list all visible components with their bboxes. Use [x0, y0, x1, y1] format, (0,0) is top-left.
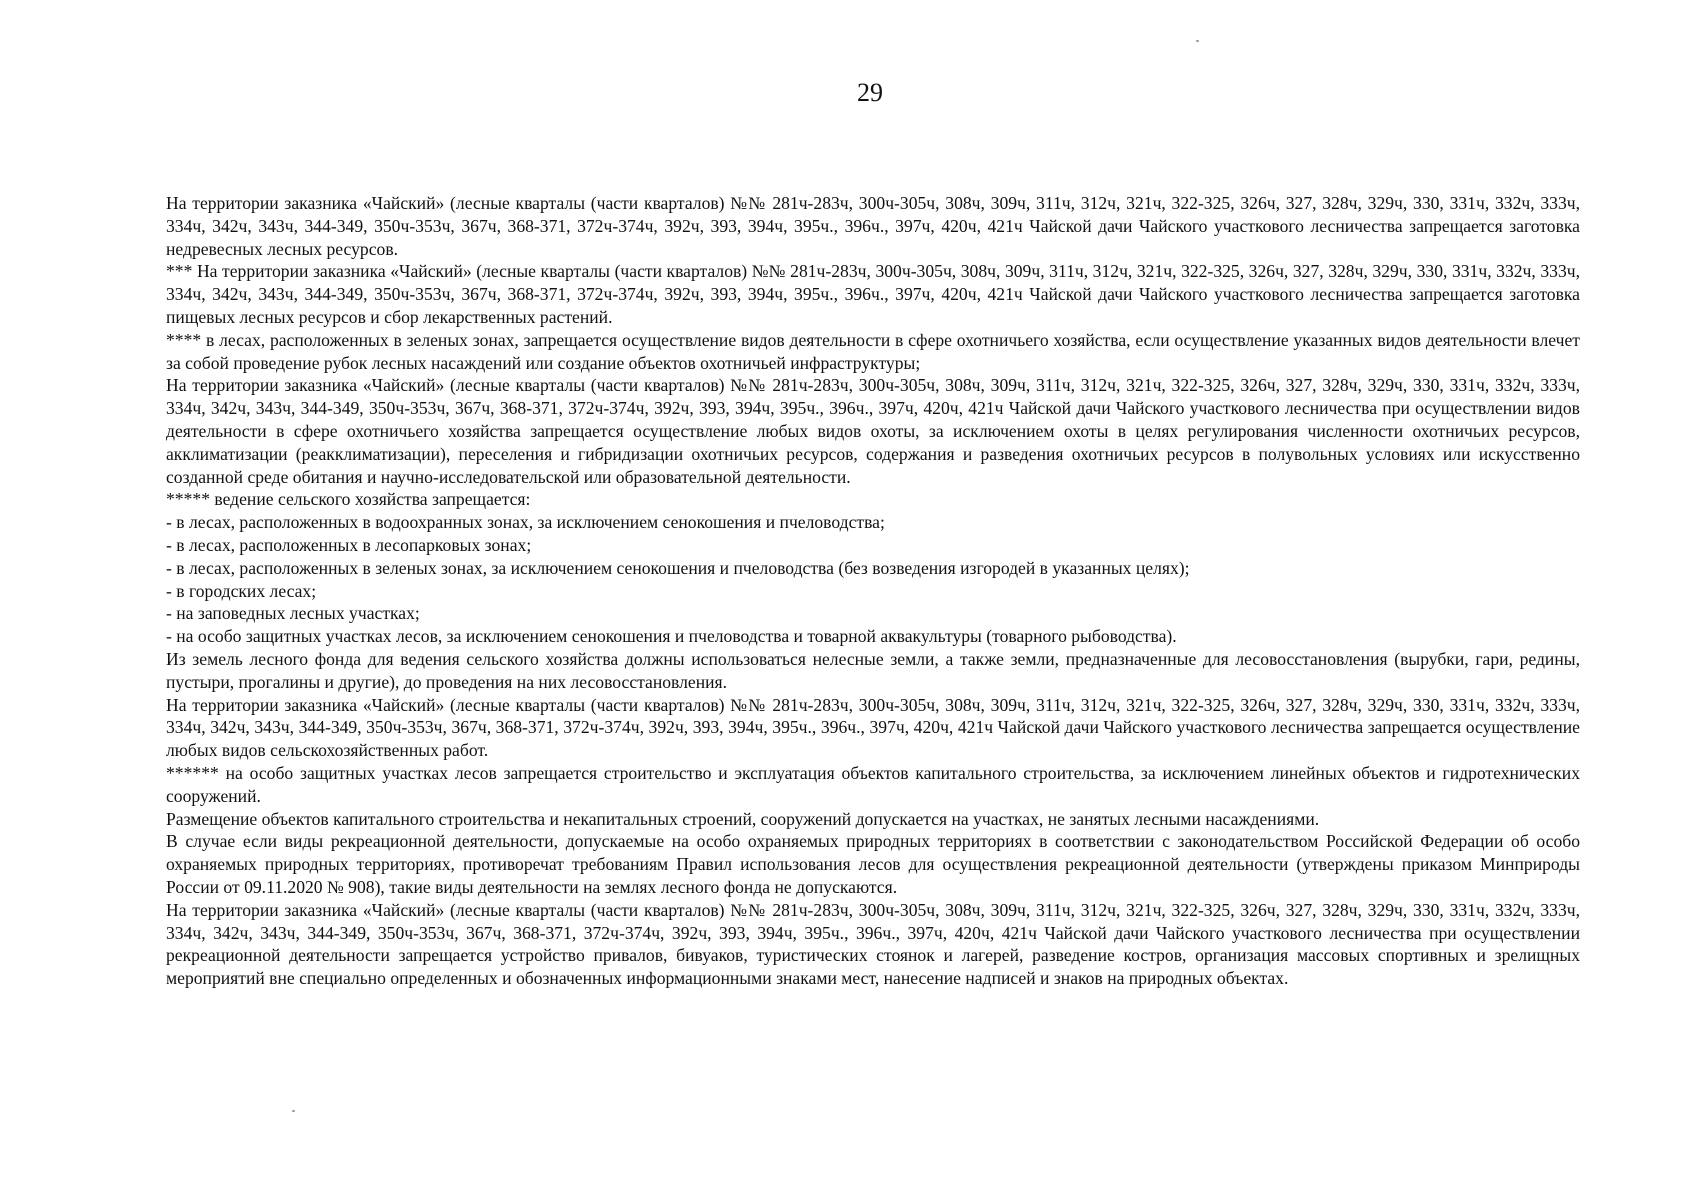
list-item: - в лесах, расположенных в зеленых зонах, за исключением сенокошения и пчеловодства (без возведения изгородей в указанных целях); — [166, 557, 1190, 578]
document-body — [166, 192, 1580, 990]
paragraph: **** в лесах, расположенных в зеленых зонах, запрещается осуществление видов деятельности в сфере охотничьего хозяйства, если осуществление указанных видов деятельности влечет за собой проведение рубок лесных насаждений или создание объектов охотничьей инфраструктуры; — [166, 329, 1580, 373]
list-item: - на заповедных лесных участках; — [166, 603, 420, 624]
paragraph: На территории заказника «Чайский» (лесные кварталы (части кварталов) №№ 281ч-283ч, 300ч-305ч, 308ч, 309ч, 311ч, 312ч, 321ч, 322-325, 326ч, 327, 328ч, 329ч, 330, 331ч, 332ч, 333ч, 334ч, 342ч, 343ч, 344-349, 350ч-353ч, 367ч, 368-371, 372ч-374ч, 392ч, 393, 394ч, 395ч., 396ч., 397ч, 420ч, 421ч Чайской дачи Чайского участкового лесничества запрещается заготовка недревесных лесных ресурсов. — [166, 193, 1580, 259]
paragraph: Размещение объектов капитального строительства и некапитальных строений, сооружений допускается на участках, не занятых лесными насаждениями. — [166, 808, 1320, 829]
list-item: - на особо защитных участках лесов, за исключением сенокошения и пчеловодства и товарной аквакультуры (товарного рыбоводства). — [166, 626, 1177, 647]
list-item: - в городских лесах; — [166, 580, 317, 601]
scan-speck — [1196, 40, 1199, 42]
paragraph: На территории заказника «Чайский» (лесные кварталы (части кварталов) №№ 281ч-283ч, 300ч-305ч, 308ч, 309ч, 311ч, 312ч, 321ч, 322-325, 326ч, 327, 328ч, 329ч, 330, 331ч, 332ч, 333ч, 334ч, 342ч, 343ч, 344-349, 350ч-353ч, 367ч, 368-371, 372ч-374ч, 392ч, 393, 394ч, 395ч., 396ч., 397ч, 420ч, 421ч Чайской дачи Чайского участкового лесничества запрещается осуществление любых видов сельскохозяйственных работ. — [166, 694, 1580, 761]
paragraph: Из земель лесного фонда для ведения сельского хозяйства должны использоваться нелесные земли, а также земли, предназначенные для лесовосстановления (вырубки, гари, редины, пустыри, прогалины и другие), до проведения на них лесовосстановления. — [166, 648, 1580, 692]
scan-speck — [292, 1110, 295, 1112]
list-item: - в лесах, расположенных в лесопарковых зонах; — [166, 534, 532, 555]
paragraph: На территории заказника «Чайский» (лесные кварталы (части кварталов) №№ 281ч-283ч, 300ч-305ч, 308ч, 309ч, 311ч, 312ч, 321ч, 322-325, 326ч, 327, 328ч, 329ч, 330, 331ч, 332ч, 333ч, 334ч, 342ч, 343ч, 344-349, 350ч-353ч, 367ч, 368-371, 372ч-374ч, 392ч, 393, 394ч, 395ч., 396ч., 397ч, 420ч, 421ч Чайской дачи Чайского участкового лесничества при осуществлении рекреационной деятельности запрещается устройство привалов, бивуаков, туристических стоянок и лагерей, разведение костров, организация массовых спортивных и зрелищных мероприятий вне специально определенных и обозначенных информационными знаками мест, нанесение надписей и знаков на природных объектах. — [166, 899, 1580, 989]
paragraph: На территории заказника «Чайский» (лесные кварталы (части кварталов) №№ 281ч-283ч, 300ч-305ч, 308ч, 309ч, 311ч, 312ч, 321ч, 322-325, 326ч, 327, 328ч, 329ч, 330, 331ч, 332ч, 333ч, 334ч, 342ч, 343ч, 344-349, 350ч-353ч, 367ч, 368-371, 372ч-374ч, 392ч, 393, 394ч, 395ч., 396ч., 397ч, 420ч, 421ч Чайской дачи Чайского участкового лесничества при осуществлении видов деятельности в сфере охотничьего хозяйства запрещается осуществление любых видов охоты, за исключением охоты в целях регулирования численности охотничьих ресурсов, акклиматизации (реакклиматизации), переселения и гибридизации охотничьих ресурсов, содержания и разведения охотничьих ресурсов в полувольных условиях или искусственно созданной среде обитания и научно-исследовательской или образовательной деятельности. — [166, 375, 1580, 487]
paragraph: *** На территории заказника «Чайский» (лесные кварталы (части кварталов) №№ 281ч-283ч, 300ч-305ч, 308ч, 309ч, 311ч, 312ч, 321ч, 322-325, 326ч, 327, 328ч, 329ч, 330, 331ч, 332ч, 333ч, 334ч, 342ч, 343ч, 344-349, 350ч-353ч, 367ч, 368-371, 372ч-374ч, 392ч, 393, 394ч, 395ч., 396ч., 397ч, 420ч, 421ч Чайской дачи Чайского участкового лесничества запрещается заготовка пищевых лесных ресурсов и сбор лекарственных растений. — [166, 261, 1580, 327]
page-number: 29 — [857, 78, 883, 107]
list-item: - в лесах, расположенных в водоохранных зонах, за исключением сенокошения и пчеловодства; — [166, 512, 885, 533]
paragraph: В случае если виды рекреационной деятельности, допускаемые на особо охраняемых природных территориях в соответствии с законодательством Российской Федерации об особо охраняемых природных территориях, противоречат требованиям Правил использования лесов для осуществления рекреационной деятельности (утверждены приказом Минприроды России от 09.11.2020 № 908), такие виды деятельности на землях лесного фонда не допускаются. — [166, 831, 1580, 897]
paragraph: ***** ведение сельского хозяйства запрещается: — [166, 489, 531, 510]
paragraph: ****** на особо защитных участках лесов запрещается строительство и эксплуатация объектов капитального строительства, за исключением линейных объектов и гидротехнических сооружений. — [166, 762, 1580, 806]
